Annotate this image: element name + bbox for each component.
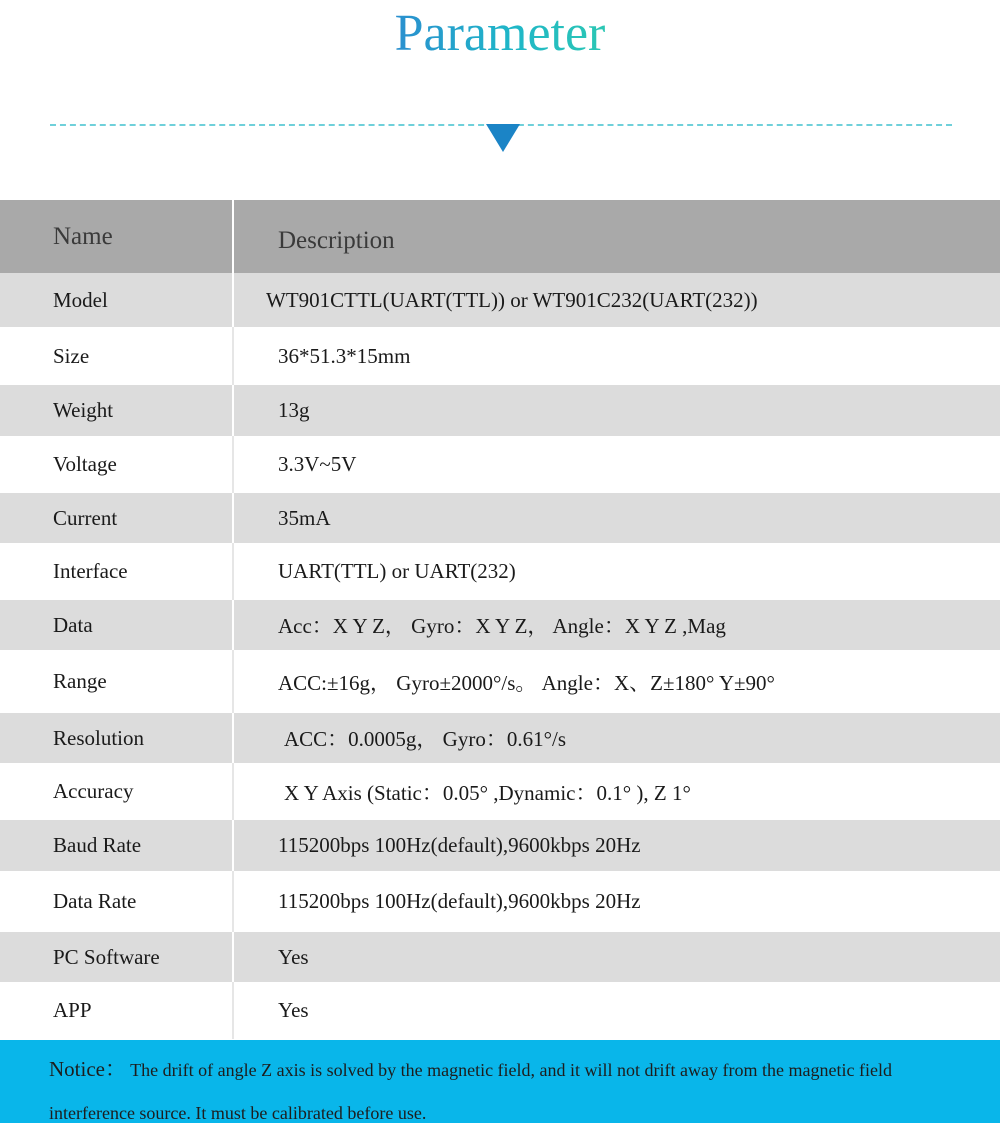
row-name: Model xyxy=(0,273,234,327)
table-row xyxy=(0,871,1000,932)
row-description: Yes xyxy=(278,998,309,1022)
row-name: Accuracy xyxy=(0,763,234,820)
row-name: Current xyxy=(0,493,234,543)
table-row xyxy=(0,327,1000,385)
table-row xyxy=(0,982,1000,1039)
row-name: PC Software xyxy=(0,932,234,982)
notice-label: Notice： xyxy=(49,1057,126,1081)
row-description: Yes xyxy=(278,944,309,969)
row-name: APP xyxy=(0,982,234,1039)
row-description: 3.3V~5V xyxy=(278,452,357,476)
row-name: Range xyxy=(0,650,234,713)
row-description: 115200bps 100Hz(default),9600kbps 20Hz xyxy=(278,833,641,857)
down-triangle-icon xyxy=(486,124,520,152)
row-description: 115200bps 100Hz(default),9600kbps 20Hz xyxy=(278,889,641,913)
column-header-name: Name xyxy=(0,200,234,273)
row-name: Resolution xyxy=(0,713,234,763)
row-name: Baud Rate xyxy=(0,820,234,871)
table-row xyxy=(0,820,1000,871)
parameter-table xyxy=(0,200,1000,1039)
row-name: Data Rate xyxy=(0,871,234,932)
row-name: Size xyxy=(0,327,234,385)
row-name: Weight xyxy=(0,385,234,436)
row-description: 13g xyxy=(278,398,310,422)
row-name: Interface xyxy=(0,543,234,600)
table-row xyxy=(0,273,1000,327)
row-description: 36*51.3*15mm xyxy=(278,343,411,368)
row-description: WT901CTTL(UART(TTL)) or WT901C232(UART(232)) xyxy=(266,287,758,312)
notice-banner xyxy=(0,1040,1000,1123)
row-name: Data xyxy=(0,600,234,650)
row-description: ACC:±16g， Gyro±2000°/s。 Angle：X、Z±180° Y±90° xyxy=(278,670,775,695)
table-row xyxy=(0,600,1000,650)
notice-text: The drift of angle Z axis is solved by the magnetic field, and it will not drift away from the magnetic field interference source. It must be calibrated before use. xyxy=(49,1060,892,1123)
row-description: X Y Axis (Static：0.05° ,Dynamic：0.1° ), Z 1° xyxy=(284,780,691,805)
page-title-text: Parameter xyxy=(394,5,606,62)
row-description: Acc：X Y Z， Gyro：X Y Z， Angle：X Y Z ,Mag xyxy=(278,614,726,638)
table-row xyxy=(0,436,1000,493)
column-header-description: Description xyxy=(278,226,395,254)
row-description: UART(TTL) or UART(232) xyxy=(278,559,516,583)
table-header-row xyxy=(0,200,1000,273)
table-row xyxy=(0,493,1000,543)
table-row xyxy=(0,932,1000,982)
table-row xyxy=(0,713,1000,763)
row-description: ACC：0.0005g， Gyro：0.61°/s xyxy=(284,727,566,751)
table-row xyxy=(0,543,1000,600)
table-row xyxy=(0,385,1000,436)
row-name: Voltage xyxy=(0,436,234,493)
page-title xyxy=(0,2,1000,66)
table-row xyxy=(0,763,1000,820)
table-row xyxy=(0,650,1000,713)
row-description: 35mA xyxy=(278,505,331,530)
